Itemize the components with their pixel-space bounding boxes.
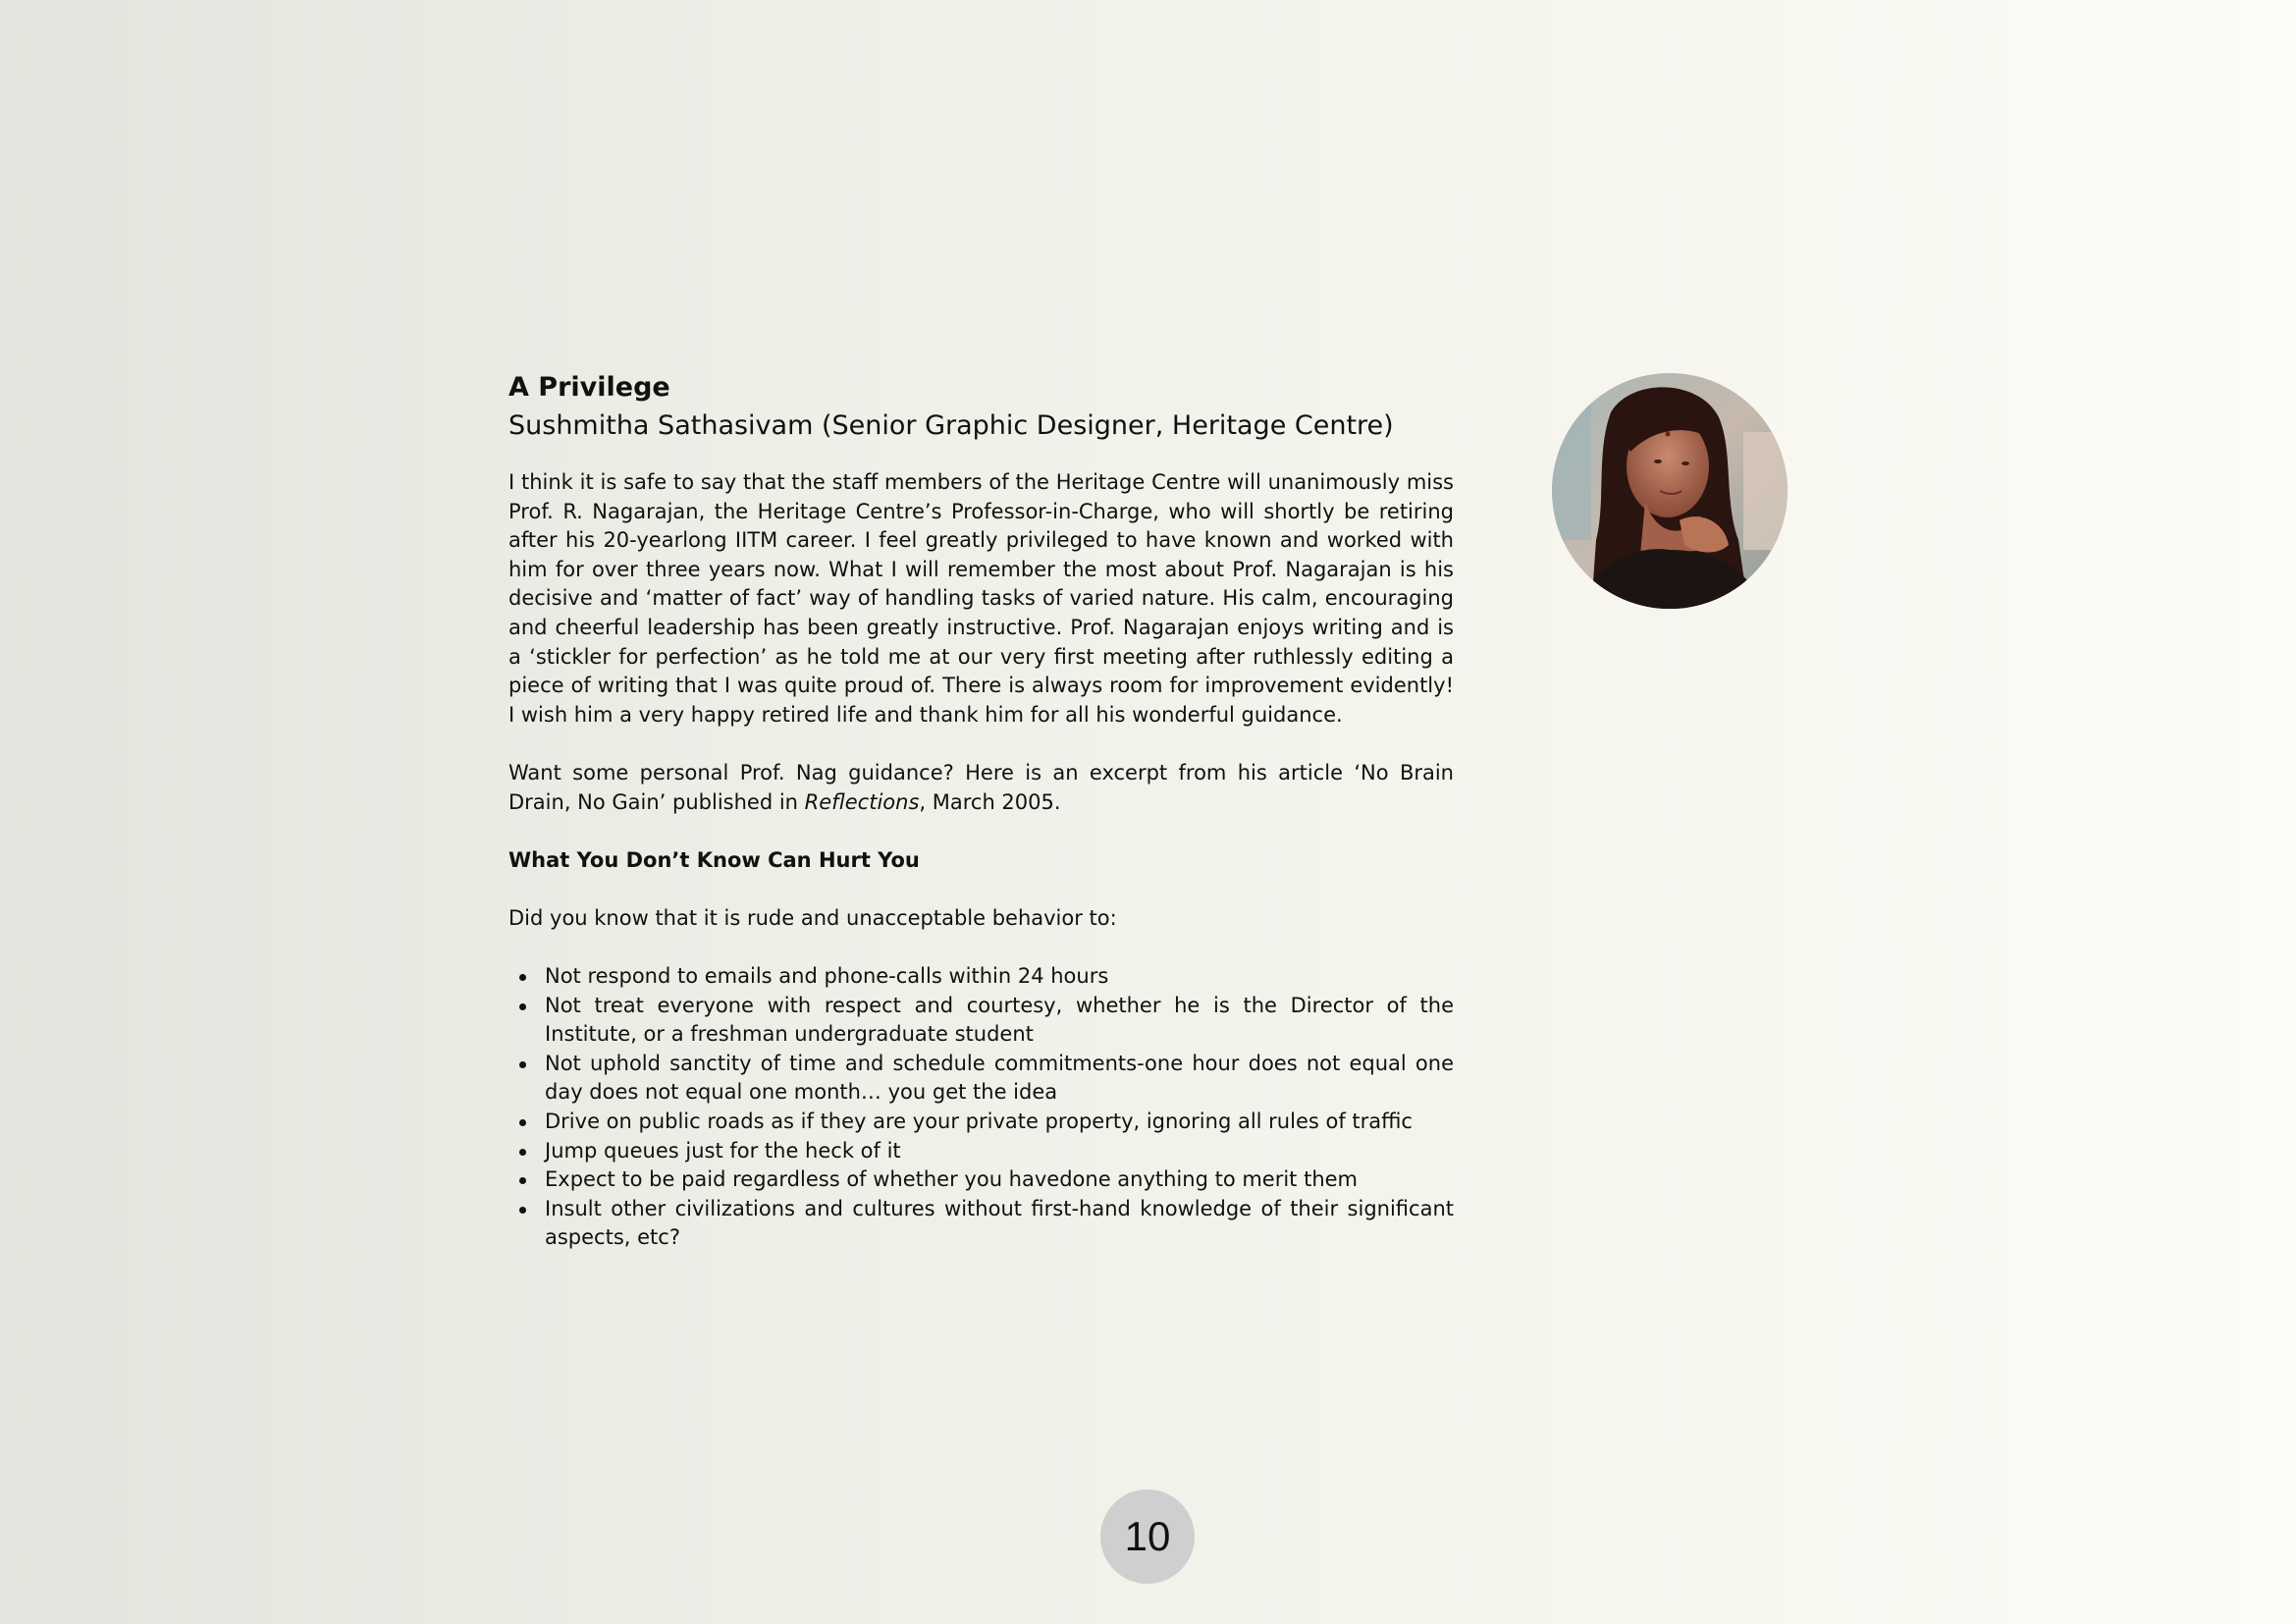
list-item: Expect to be paid regardless of whether you havedone anything to merit them (508, 1165, 1454, 1195)
article-paragraph-1: I think it is safe to say that the staff members of the Heritage Centre will unanimously miss Prof. R. Nagarajan, the Heritage Centre’s Professor-in-Charge, who will shortly be retiring after his 20-yearlong IITM career. I feel greatly privileged to have known and worked with him for over three years now. What I will remember the most about Prof. Nagarajan is his decisive and ‘matter of fact’ way of handling tasks of varied nature. His calm, encouraging and cheerful leadership has been greatly instructive. Prof. Nagarajan enjoys writing and is a ‘stickler for perfection’ as he told me at our very first meeting after ruthlessly editing a piece of writing that I was quite proud of. There is always room for improvement evidently! I wish him a very happy retired life and thank him for all his wonderful guidance. (508, 470, 1454, 727)
paragraph-2-text-after: , March 2005. (919, 789, 1061, 814)
author-portrait-icon (1552, 373, 1788, 609)
list-item: Drive on public roads as if they are your private property, ignoring all rules of traffic (508, 1108, 1454, 1137)
list-item: Not respond to emails and phone-calls within 24 hours (508, 962, 1454, 992)
paragraph-2-text-before: Want some personal Prof. Nag guidance? Here is an excerpt from his article ‘No Brain Drain, No Gain’ published in (508, 760, 1454, 814)
article-paragraph-2 (508, 759, 1454, 817)
behavior-list (508, 962, 1454, 1253)
article (508, 369, 1454, 1253)
excerpt-intro: Did you know that it is rude and unacceptable behavior to: (508, 905, 1117, 930)
portrait-illustration (1552, 373, 1788, 609)
page-number-badge: 10 (1100, 1489, 1195, 1584)
article-title: A Privilege (508, 372, 670, 403)
list-item: Insult other civilizations and cultures without first-hand knowledge of their significant aspects, etc? (508, 1195, 1454, 1253)
publication-name: Reflections (804, 789, 920, 814)
excerpt-subheading: What You Don’t Know Can Hurt You (508, 847, 920, 872)
list-item: Not uphold sanctity of time and schedule commitments-one hour does not equal one day does not equal one month… you get the idea (508, 1050, 1454, 1108)
list-item: Not treat everyone with respect and courtesy, whether he is the Director of the Institute, or a freshman undergraduate student (508, 992, 1454, 1050)
list-item: Jump queues just for the heck of it (508, 1137, 1454, 1166)
author-byline: Sushmitha Sathasivam (Senior Graphic Designer, Heritage Centre) (508, 410, 1394, 441)
